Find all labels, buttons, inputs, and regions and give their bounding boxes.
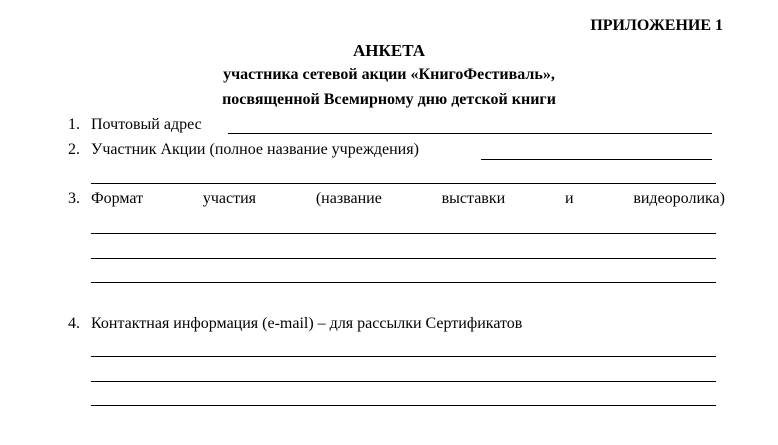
contact-field-line-3[interactable] [91, 405, 716, 406]
form-subtitle-line-1: участника сетевой акции «КнигоФестиваль», [223, 66, 555, 83]
contact-field-line-1[interactable] [91, 356, 716, 357]
item-number: 3. [68, 190, 80, 207]
label-word: и [564, 190, 574, 207]
item-number: 4. [68, 315, 80, 332]
label-word: видеоролика) [633, 190, 725, 207]
label-word: Формат [91, 190, 144, 207]
format-field-line-2[interactable] [91, 258, 716, 259]
label-word: участия [202, 190, 257, 207]
item-label: Контактная информация (e-mail) – для рассылки Сертификатов [91, 315, 523, 332]
contact-field-line-2[interactable] [91, 381, 716, 382]
format-field-line-3[interactable] [91, 282, 716, 283]
item-label [91, 190, 725, 208]
participant-field-line-2[interactable] [91, 183, 716, 184]
label-word: (название [315, 190, 382, 207]
item-number: 2. [68, 141, 80, 158]
postal-address-field-line[interactable] [228, 133, 712, 134]
format-field-line-1[interactable] [91, 233, 716, 234]
item-number: 1. [68, 116, 80, 133]
appendix-label: ПРИЛОЖЕНИЕ 1 [590, 17, 723, 34]
item-label: Почтовый адрес [91, 116, 202, 133]
participant-field-line[interactable] [481, 159, 712, 160]
label-word: выставки [441, 190, 506, 207]
form-title: АНКЕТА [353, 41, 425, 60]
item-label: Участник Акции (полное название учреждения) [91, 141, 419, 158]
form-subtitle-line-2: посвященной Всемирному дню детской книги [222, 91, 556, 108]
